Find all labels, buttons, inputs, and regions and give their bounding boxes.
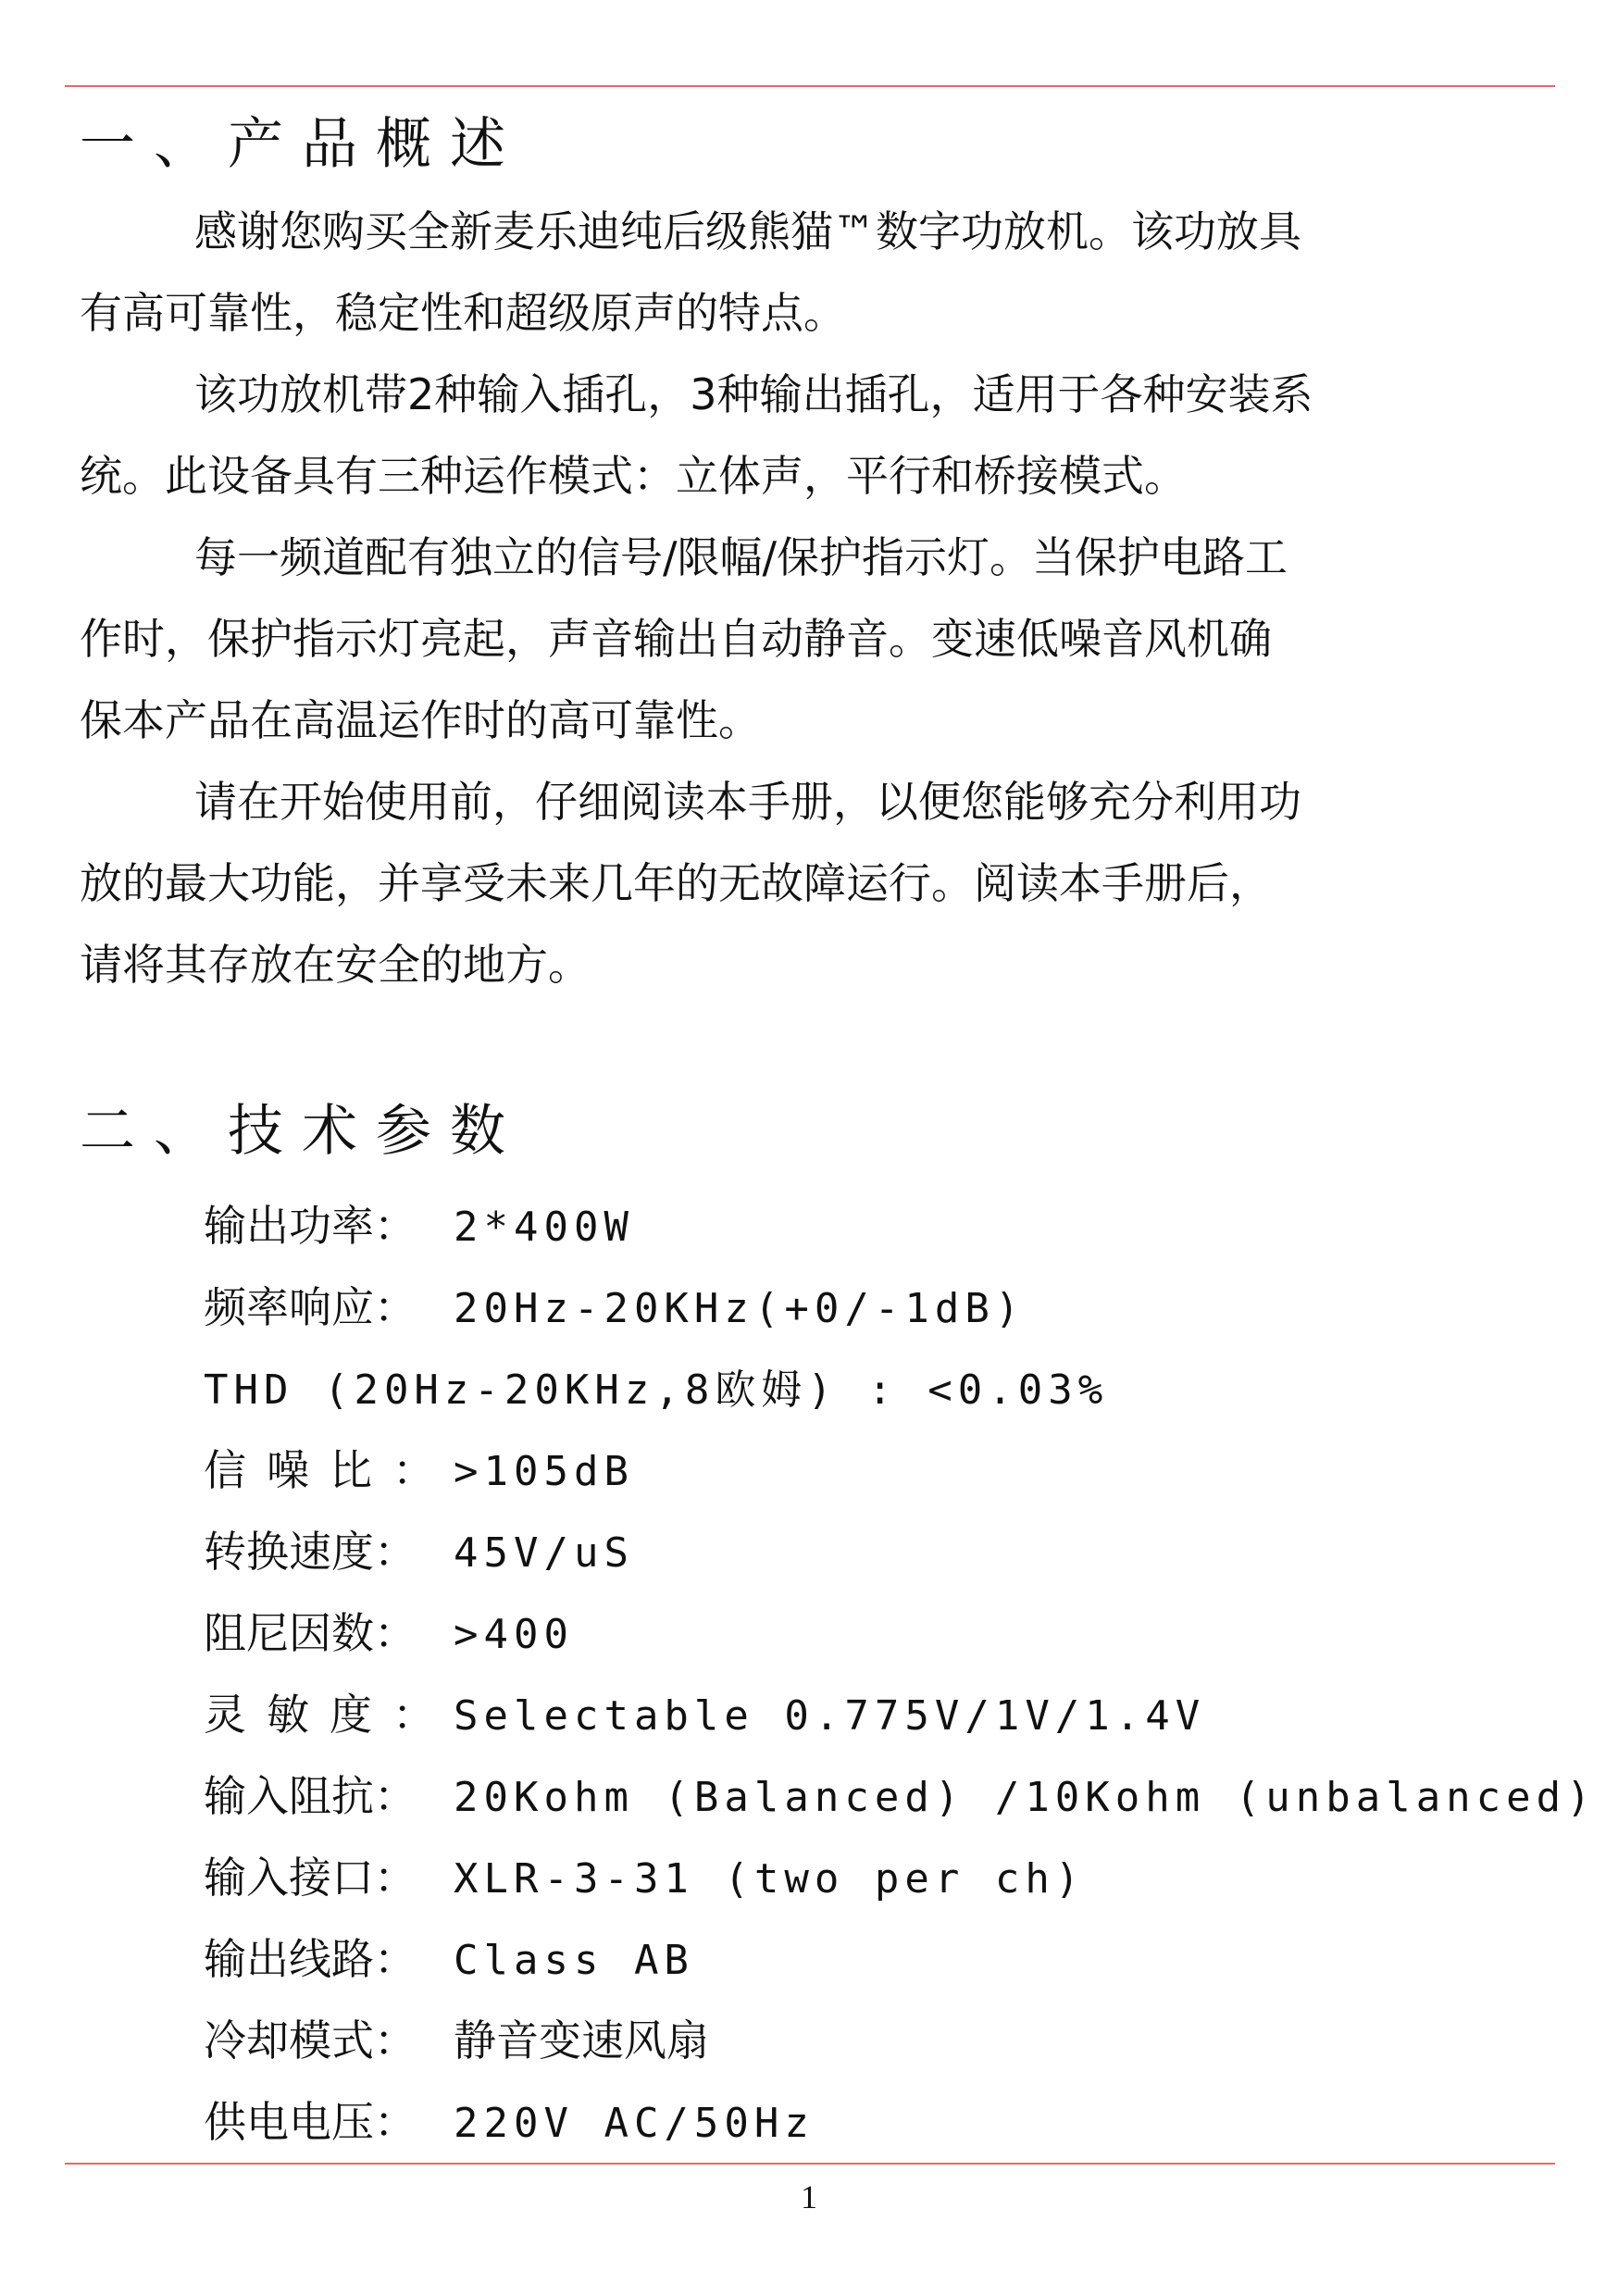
spec-value: 20Kohm (Balanced) /10Kohm (unbalanced): [454, 1774, 1597, 1821]
spec-value: >105dB: [454, 1448, 634, 1495]
spec-row-output-circuit: [204, 1918, 1597, 2000]
spec-row-sensitivity: [204, 1674, 1597, 1755]
overview-paragraph-2: [80, 354, 1524, 517]
spec-label: 冷却模式：: [204, 2015, 417, 2065]
spec-value: : <0.03%: [837, 1366, 1109, 1414]
spec-row-input-connector: [204, 1837, 1597, 1918]
spec-row-damping-factor: [204, 1592, 1597, 1674]
paragraph-line: 有高可靠性，稳定性和超级原声的特点。: [80, 288, 846, 338]
overview-paragraph-3: [80, 517, 1524, 761]
spec-value: 220V AC/50Hz: [454, 2100, 815, 2147]
spec-label: 输入阻抗：: [204, 1771, 417, 1821]
spec-row-frequency-response: [204, 1267, 1597, 1348]
spec-label: 转换速度：: [204, 1527, 417, 1577]
spec-label: 频率响应：: [204, 1282, 417, 1332]
spec-row-input-impedance: [204, 1755, 1597, 1837]
spec-row-power-supply: [204, 2081, 1597, 2163]
paragraph-line: 请在开始使用前，仔细阅读本手册，以便您能够充分利用功: [194, 777, 1301, 827]
overview-paragraph-1: [80, 191, 1524, 354]
spec-label: 信噪比：: [204, 1445, 455, 1495]
paragraph-line: 放的最大功能，并享受未来几年的无故障运行。阅读本手册后，: [80, 858, 1272, 908]
spec-value: Selectable 0.775V/1V/1.4V: [454, 1692, 1206, 1740]
paragraph-line: 请将其存放在安全的地方。: [80, 940, 591, 990]
spec-list: [204, 1185, 1597, 2163]
spec-value: Class AB: [454, 1937, 694, 1984]
spec-label: 输入接口：: [204, 1853, 417, 1903]
spec-value: 2*400W: [454, 1204, 634, 1251]
spec-label: THD (20Hz-20KHz,8欧姆): [204, 1366, 838, 1414]
header-rule: [65, 85, 1555, 87]
spec-label: 灵敏度：: [204, 1690, 455, 1740]
spec-value: 静音变速风扇: [454, 2015, 709, 2065]
spec-row-thd: [204, 1348, 1597, 1429]
paragraph-line: 感谢您购买全新麦乐迪纯后级熊猫™数字功放机。该功放具: [194, 206, 1301, 256]
spec-label: 供电电压：: [204, 2097, 417, 2147]
spec-label: 输出功率：: [204, 1201, 417, 1251]
section-title-specs: 二、技术参数: [80, 1099, 524, 1164]
paragraph-line: 该功放机带2种输入插孔，3种输出插孔，适用于各种安装系: [194, 369, 1313, 419]
spec-label: 阻尼因数：: [204, 1608, 417, 1658]
spec-row-slew-rate: [204, 1511, 1597, 1592]
paragraph-line: 统。此设备具有三种运作模式：立体声，平行和桥接模式。: [80, 451, 1187, 501]
spec-value: 45V/uS: [454, 1529, 634, 1577]
spec-row-cooling-mode: [204, 2000, 1597, 2081]
spec-value: >400: [454, 1611, 574, 1658]
spec-value: XLR-3-31 (two per ch): [454, 1855, 1086, 1903]
spec-value: 20Hz-20KHz(+0/-1dB): [454, 1285, 1026, 1332]
overview-paragraph-4: [80, 761, 1524, 1005]
spec-row-snr: [204, 1429, 1597, 1511]
paragraph-line: 作时，保护指示灯亮起，声音输出自动静音。变速低噪音风机确: [80, 614, 1272, 664]
footer-rule: [65, 2163, 1555, 2165]
spec-row-output-power: [204, 1185, 1597, 1267]
section-title-overview: 一、产品概述: [80, 112, 524, 177]
paragraph-line: 保本产品在高温运作时的高可靠性。: [80, 695, 761, 745]
paragraph-line: 每一频道配有独立的信号/限幅/保护指示灯。当保护电路工: [194, 532, 1288, 582]
page-number: 1: [801, 2178, 817, 2215]
spec-label: 输出线路：: [204, 1934, 417, 1984]
